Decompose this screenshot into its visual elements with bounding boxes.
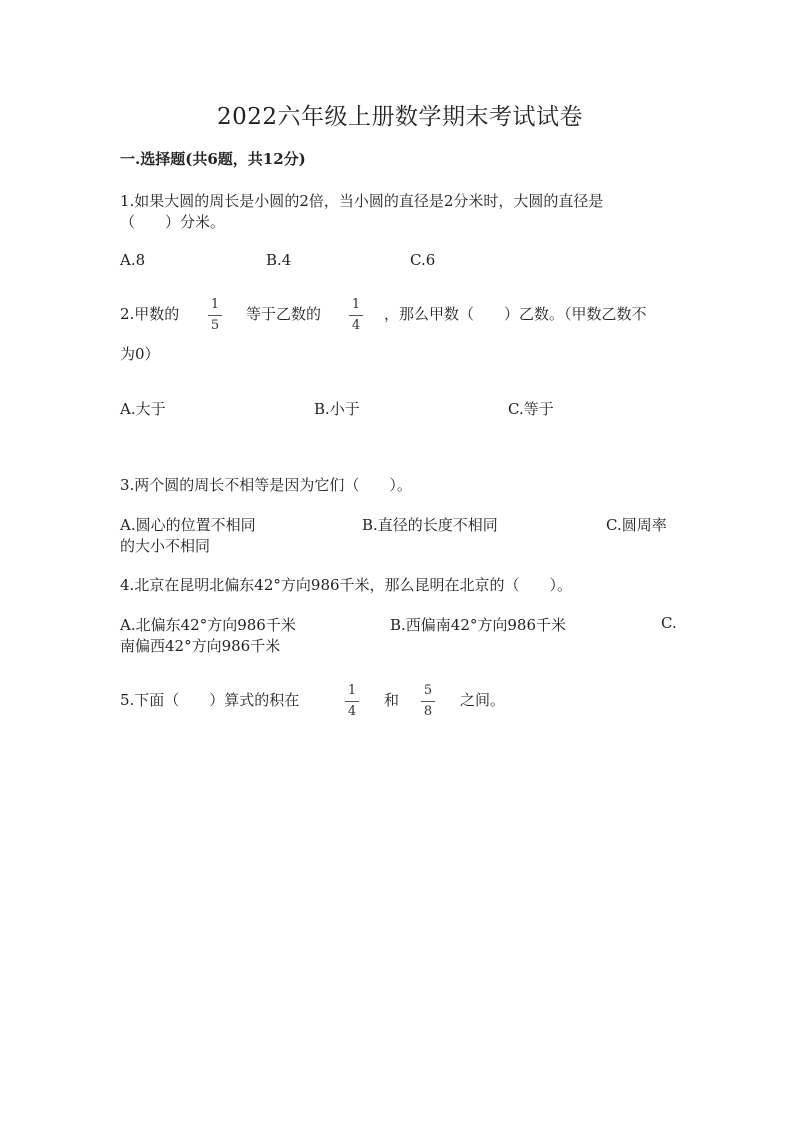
question-4-option-a: A.北偏东42°方向986千米 [120,616,296,634]
fraction-denominator: 5 [210,318,220,333]
fraction-numerator: 1 [347,683,357,698]
question-5-prefix: 5.下面（ ）算式的积在 [120,691,300,709]
question-2-option-c: C.等于 [508,400,554,418]
question-1-option-c: C.6 [410,251,436,269]
fraction-one-fourth [348,298,364,332]
question-2-option-b: B.小于 [314,400,360,418]
fraction-numerator: 1 [210,297,220,312]
question-5-suffix: 之间。 [460,691,506,709]
question-2-option-a: A.大于 [120,400,166,418]
question-3-option-a: A.圆心的位置不相同 [120,516,256,534]
fraction-five-eighths [420,684,436,718]
question-3-option-c-cont: 的大小不相同 [120,537,211,555]
question-3-option-c: C.圆周率 [606,516,667,534]
question-4-text: 4.北京在昆明北偏东42°方向986千米，那么昆明在北京的（ ）。 [120,576,573,594]
question-4-option-c: C. [661,614,677,632]
question-2-middle: 等于乙数的 [246,305,322,323]
question-2-prefix: 2.甲数的 [120,305,180,323]
fraction-bar [349,315,363,316]
fraction-numerator: 5 [423,683,433,698]
fraction-denominator: 4 [351,318,361,333]
fraction-bar [345,701,359,702]
page-title: 2022六年级上册数学期末考试试卷 [216,104,584,130]
question-4-option-c-cont: 南偏西42°方向986千米 [120,637,281,655]
question-1-text: 1.如果大圆的周长是小圆的2倍，当小圆的直径是2分米时，大圆的直径是 [120,192,604,210]
fraction-bar [421,701,435,702]
question-4-option-b: B.西偏南42°方向986千米 [390,616,567,634]
fraction-denominator: 8 [423,704,433,719]
section-heading: 一.选择题(共6题，共12分) [120,150,306,168]
question-2-suffix: ，那么甲数（ ）乙数。（甲数乙数不 [384,305,647,323]
question-1-text-cont: （ ）分米。 [120,213,226,231]
fraction-bar [208,315,222,316]
fraction-one-fifth [207,298,223,332]
question-3-text: 3.两个圆的周长不相等是因为它们（ ）。 [120,476,412,494]
question-2-text-cont: 为0） [120,345,160,363]
fraction-one-fourth [344,684,360,718]
fraction-denominator: 4 [347,704,357,719]
question-3-option-b: B.直径的长度不相同 [362,516,498,534]
fraction-numerator: 1 [351,297,361,312]
question-5-middle: 和 [384,691,400,709]
question-1-option-b: B.4 [266,251,292,269]
question-1-option-a: A.8 [120,251,146,269]
